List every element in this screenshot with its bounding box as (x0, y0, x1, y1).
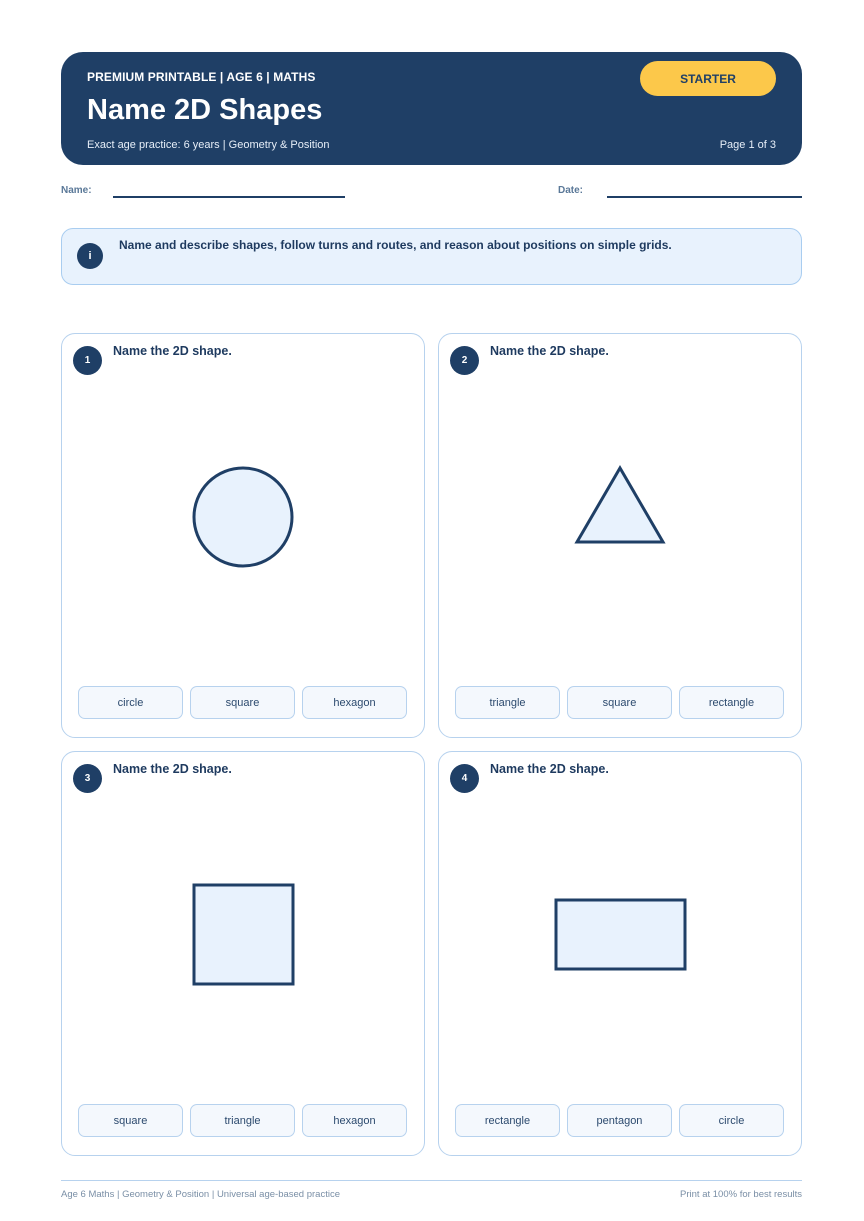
answer-option[interactable]: square (190, 686, 295, 719)
date-field[interactable] (607, 196, 802, 198)
instructions-text: Name and describe shapes, follow turns and routes, and reason about positions on simple grids. (119, 238, 672, 252)
rectangle-shape (439, 752, 803, 1157)
level-badge[interactable]: STARTER (640, 61, 776, 96)
date-label: Date: (558, 185, 584, 196)
answer-option[interactable]: pentagon (567, 1104, 672, 1137)
answer-option[interactable]: triangle (455, 686, 560, 719)
answer-option[interactable]: hexagon (302, 1104, 407, 1137)
answer-option[interactable]: circle (679, 1104, 784, 1137)
triangle-shape (439, 334, 803, 739)
footer-left-text: Age 6 Maths | Geometry & Position | Universal age-based practice (61, 1189, 340, 1200)
question-prompt: Name the 2D shape. (113, 344, 232, 358)
question-card-3 (61, 751, 425, 1156)
worksheet-header (61, 52, 802, 165)
question-number: 1 (73, 346, 102, 375)
answer-options (455, 686, 784, 719)
answer-options (78, 686, 407, 719)
footer-divider (61, 1180, 802, 1181)
info-icon: i (77, 243, 103, 269)
answer-option[interactable]: rectangle (455, 1104, 560, 1137)
answer-option[interactable]: square (78, 1104, 183, 1137)
circle-shape (62, 334, 426, 739)
answer-option[interactable]: square (567, 686, 672, 719)
question-card-1 (61, 333, 425, 738)
answer-option[interactable]: circle (78, 686, 183, 719)
footer-right-text: Print at 100% for best results (680, 1189, 802, 1200)
name-field[interactable] (113, 196, 345, 198)
header-eyebrow: PREMIUM PRINTABLE | AGE 6 | MATHS (87, 70, 316, 84)
square-shape (62, 752, 426, 1157)
question-card-4 (438, 751, 802, 1156)
page-number: Page 1 of 3 (719, 139, 776, 151)
header-subtitle: Exact age practice: 6 years | Geometry & Position (87, 139, 330, 151)
question-number: 4 (450, 764, 479, 793)
answer-option[interactable]: hexagon (302, 686, 407, 719)
question-prompt: Name the 2D shape. (490, 762, 609, 776)
name-label: Name: (61, 185, 92, 196)
answer-options (455, 1104, 784, 1137)
page-title: Name 2D Shapes (87, 94, 323, 126)
question-card-2 (438, 333, 802, 738)
answer-option[interactable]: triangle (190, 1104, 295, 1137)
question-prompt: Name the 2D shape. (490, 344, 609, 358)
instructions-box (61, 228, 802, 285)
question-number: 3 (73, 764, 102, 793)
answer-option[interactable]: rectangle (679, 686, 784, 719)
answer-options (78, 1104, 407, 1137)
question-prompt: Name the 2D shape. (113, 762, 232, 776)
question-number: 2 (450, 346, 479, 375)
